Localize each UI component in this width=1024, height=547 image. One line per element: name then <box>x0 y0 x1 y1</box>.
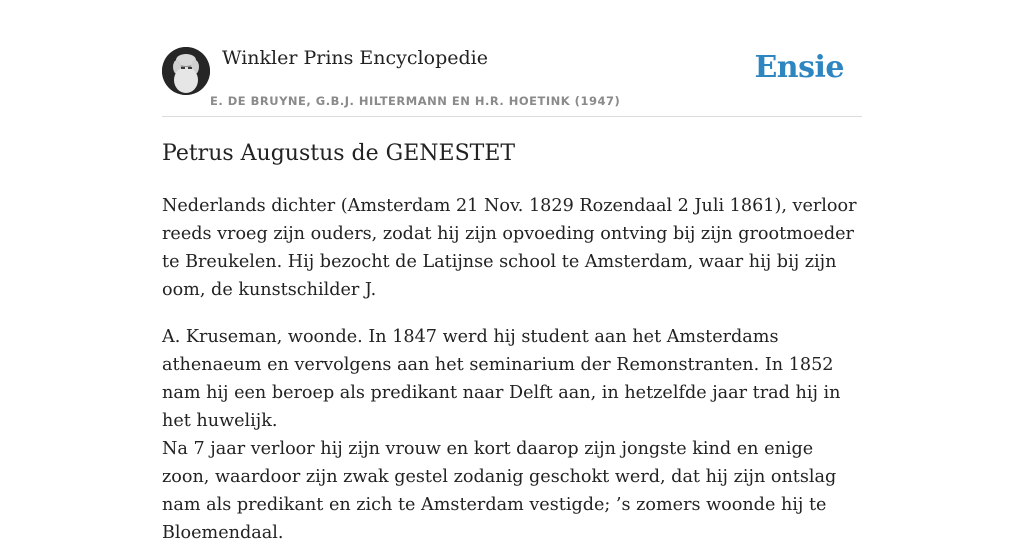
ensie-logo[interactable]: Ensie <box>754 50 844 85</box>
authors-line: E. DE BRUYNE, G.B.J. HILTERMANN EN H.R. HOETINK (1947) <box>210 94 621 108</box>
site-header <box>162 0 862 117</box>
article-paragraph-2: A. Kruseman, woonde. In 1847 werd hij student aan het Amsterdams athenaeum en vervolgens aan het seminarium der Remonstranten. In 1852 nam hij een beroep als predikant naar Delft aan, in hetzelfde jaar trad hij in het huwelijk. <box>162 327 841 431</box>
article-paragraph-3: Na 7 jaar verloor hij zijn vrouw en kort daarop zijn jongste kind en enige zoon, waardoor zijn zwak gestel zodanig geschokt werd, dat hij zijn ontslag nam als predikant en zich te Amsterdam vestigde; ’s zomers woonde hij te Bloemendaal. <box>162 439 837 543</box>
site-title[interactable]: Winkler Prins Encyclopedie <box>222 47 488 69</box>
author-portrait-icon[interactable] <box>162 47 210 95</box>
article-paragraph-1: Nederlands dichter (Amsterdam 21 Nov. 1829 Rozendaal 2 Juli 1861), verloor reeds vroeg zijn ouders, zodat hij zijn opvoeding ontving bij zijn grootmoeder te Breukelen. Hij bezocht de Latijnse school te Amsterdam, waar hij bij zijn oom, de kunstschilder J. <box>162 196 857 300</box>
article-title: Petrus Augustus de GENESTET <box>162 141 516 166</box>
page-container <box>162 0 862 543</box>
